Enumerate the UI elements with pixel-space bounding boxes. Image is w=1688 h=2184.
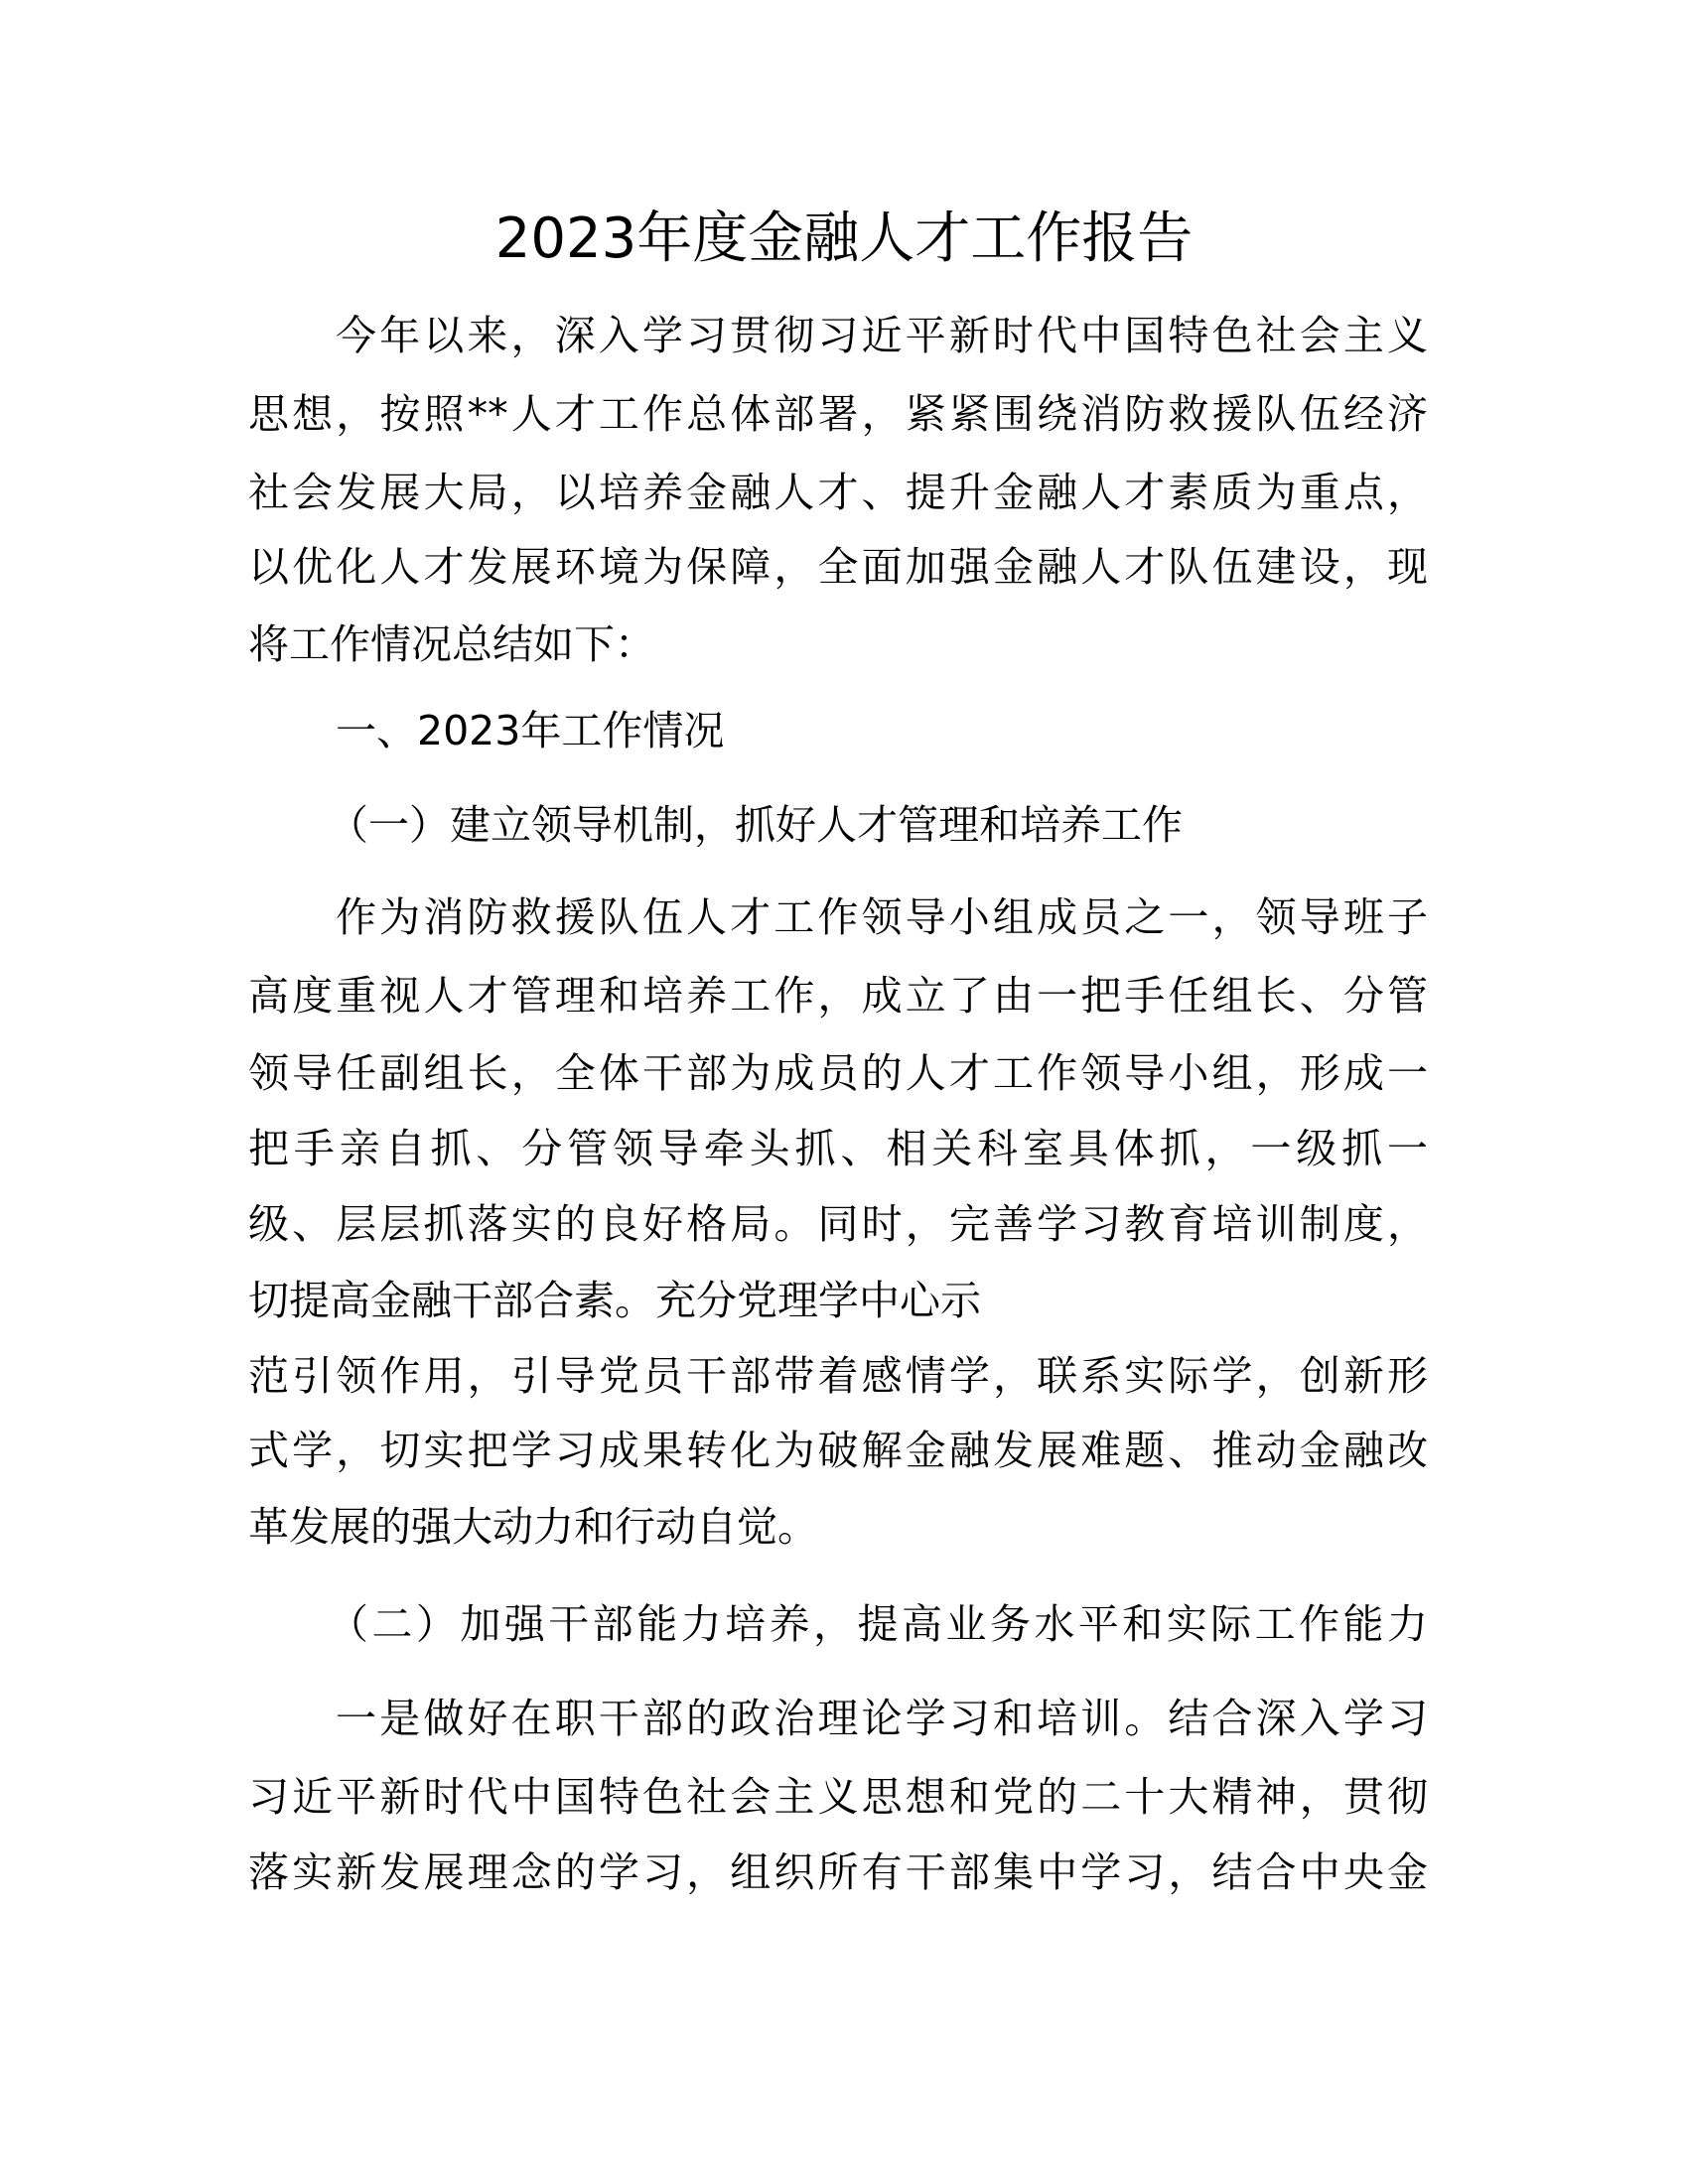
paragraph-line: 高度重视人才管理和培养工作，成立了由一把手任组长、分管	[248, 972, 1428, 1020]
paragraph-line: 今年以来，深入学习贯彻习近平新时代中国特色社会主义	[336, 312, 1428, 359]
paragraph-line: 落实新发展理念的学习，组织所有干部集中学习，结合中央金	[248, 1848, 1428, 1896]
paragraph-line: 社会发展大局，以培养金融人才、提升金融人才素质为重点，	[248, 469, 1428, 516]
paragraph-line: 将工作情况总结如下：	[248, 620, 655, 668]
paragraph-line: 级、层层抓落实的良好格局。同时，完善学习教育培训制度，	[248, 1200, 1428, 1248]
section-heading: 一、2023年工作情况	[336, 707, 725, 754]
paragraph-line: 领导任副组长，全体干部为成员的人才工作领导小组，形成一	[248, 1049, 1428, 1097]
paragraph-line: 革发展的强大动力和行动自觉。	[248, 1503, 818, 1551]
paragraph-line: 习近平新时代中国特色社会主义思想和党的二十大精神，贯彻	[248, 1773, 1428, 1821]
subsection-heading: （一）建立领导机制，抓好人才管理和培养工作	[328, 801, 1183, 849]
paragraph-line: 式学，切实把学习成果转化为破解金融发展难题、推动金融改	[248, 1427, 1428, 1474]
page-title: 2023年度金融人才工作报告	[494, 206, 1194, 271]
paragraph-line: 思想，按照**人才工作总体部署，紧紧围绕消防救援队伍经济	[248, 390, 1428, 438]
paragraph-line: 以优化人才发展环境为保障，全面加强金融人才队伍建设，现	[248, 543, 1428, 591]
paragraph-line: 一是做好在职干部的政治理论学习和培训。结合深入学习	[336, 1695, 1428, 1742]
paragraph-line: 把手亲自抓、分管领导牵头抓、相关科室具体抓，一级抓一	[248, 1125, 1428, 1172]
paragraph-line: 切提高金融干部合素。充分党理学中心示	[248, 1277, 981, 1324]
paragraph-line: 作为消防救援队伍人才工作领导小组成员之一，领导班子	[336, 893, 1428, 941]
paragraph-line: 范引领作用，引导党员干部带着感情学，联系实际学，创新形	[248, 1352, 1428, 1400]
subsection-heading: （二）加强干部能力培养，提高业务水平和实际工作能力	[328, 1600, 1428, 1648]
